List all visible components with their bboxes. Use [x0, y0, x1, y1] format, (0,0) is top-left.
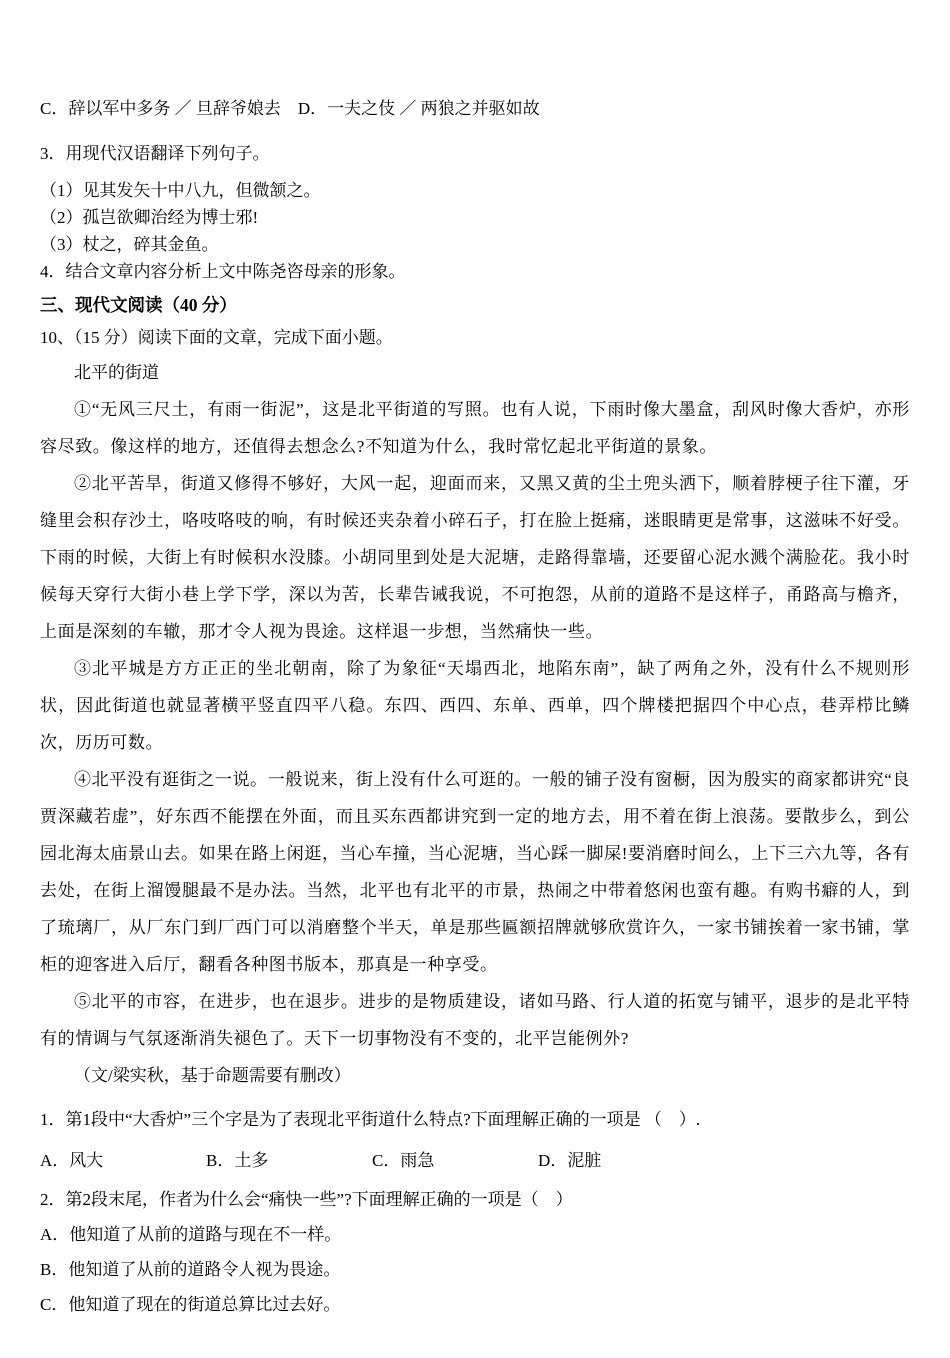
question-3-item-3: （3）杖之，碎其金鱼。 [40, 235, 219, 254]
essay-paragraph-2: ②北平苦旱，街道又修得不够好，大风一起，迎面而来，又黑又黄的尘土兜头洒下，顺着脖梗子往下灌，牙缝里会积存沙土，咯吱咯吱的响，有时候还夹杂着小碎石子，打在脸上挺痛，迷眼睛更是常事，这滋味不好受。下雨的时候，大街上有时候积水没膝。小胡同里到处是大泥塘，走路得靠墙，还要留心泥水溅个满脸花。我小时候每天穿行大街小巷上学下学，深以为苦，长辈告诫我说，不可抱怨，从前的道路不是这样子，甬路高与檐齐，上面是深刻的车辙，那才令人视为畏途。这样退一步想，当然痛快一些。 [40, 474, 910, 641]
question-10-intro: 10、（15 分）阅读下面的文章，完成下面小题。 [40, 328, 393, 347]
question-3-item-2: （2）孤岂欲卿治经为博士邪! [40, 208, 259, 227]
question-4-stem: 4．结合文章内容分析上文中陈尧咨母亲的形象。 [40, 262, 406, 281]
question-1-option-b: B．土多 [206, 1151, 269, 1170]
essay-paragraph-5: ⑤北平的市容，在进步，也在退步。进步的是物质建设，诸如马路、行人道的拓宽与铺平，退步的是北平特有的情调与气氛逐渐消失褪色了。天下一切事物没有不变的，北平岂能例外? [40, 992, 910, 1048]
section-heading-modern-reading: 三、现代文阅读（40 分） [40, 295, 237, 315]
essay-attribution: （文/梁实秋，基于命题需要有删改） [74, 1066, 351, 1085]
essay-paragraph-4: ④北平没有逛街之一说。一般说来，街上没有什么可逛的。一般的铺子没有窗橱，因为殷实的商家都讲究“良贾深藏若虚”，好东西不能摆在外面，而且买东西都讲究到一定的地方去，用不着在街上浪荡。要散步么，到公园北海太庙景山去。如果在路上闲逛，当心车撞，当心泥塘，当心踩一脚屎!要消磨时间么，上下三六九等，各有去处，在街上溜馒腿最不是办法。当然，北平也有北平的市景，热闹之中带着悠闲也蛮有趣。有购书癖的人，到了琉璃厂，从厂东门到厂西门可以消磨整个半天，单是那些匾额招牌就够欣赏许久，一家书铺挨着一家书铺，掌柜的迎客进入后厅，翻看各种图书版本，那真是一种享受。 [40, 770, 910, 974]
question-2-option-b: B．他知道了从前的道路令人视为畏途。 [40, 1260, 341, 1279]
question-2-option-c: C．他知道了现在的街道总算比过去好。 [40, 1295, 341, 1314]
question-3-item-1: （1）见其发矢十中八九，但微颔之。 [40, 181, 321, 200]
essay-title: 北平的街道 [74, 363, 159, 382]
prev-question-options-cd: C．辞以军中多务 ／ 旦辞爷娘去 D．一夫之伎 ／ 两狼之并驱如故 [40, 99, 540, 118]
reading-passage [40, 355, 910, 1094]
question-1-option-d: D．泥脏 [538, 1151, 602, 1170]
question-1-options-row [40, 1147, 910, 1174]
essay-paragraph-1: ①“无风三尺土，有雨一街泥”，这是北平街道的写照。也有人说，下雨时像大墨盒，刮风时像大香炉，亦形容尽致。像这样的地方，还值得去想念么?不知道为什么，我时常忆起北平街道的景象。 [40, 400, 910, 456]
question-2-stem: 2．第2段末尾，作者为什么会“痛快一些”?下面理解正确的一项是（ ） [40, 1190, 573, 1209]
essay-paragraph-3: ③北平城是方方正正的坐北朝南，除了为象征“天塌西北，地陷东南”，缺了两角之外，没有什么不规则形状，因此街道也就显著横平竖直四平八稳。东四、西四、东单、西单，四个牌楼把据四个中心点，巷弄栉比鳞次，历历可数。 [40, 659, 910, 752]
question-1-option-a: A．风大 [40, 1151, 104, 1170]
question-2-option-a: A．他知道了从前的道路与现在不一样。 [40, 1225, 342, 1244]
question-3-stem: 3．用现代汉语翻译下列句子。 [40, 144, 270, 163]
question-1-stem: 1．第1段中“大香炉”三个字是为了表现北平街道什么特点?下面理解正确的一项是 （ ）. [40, 1110, 701, 1129]
question-1-option-c: C．雨急 [372, 1151, 435, 1170]
